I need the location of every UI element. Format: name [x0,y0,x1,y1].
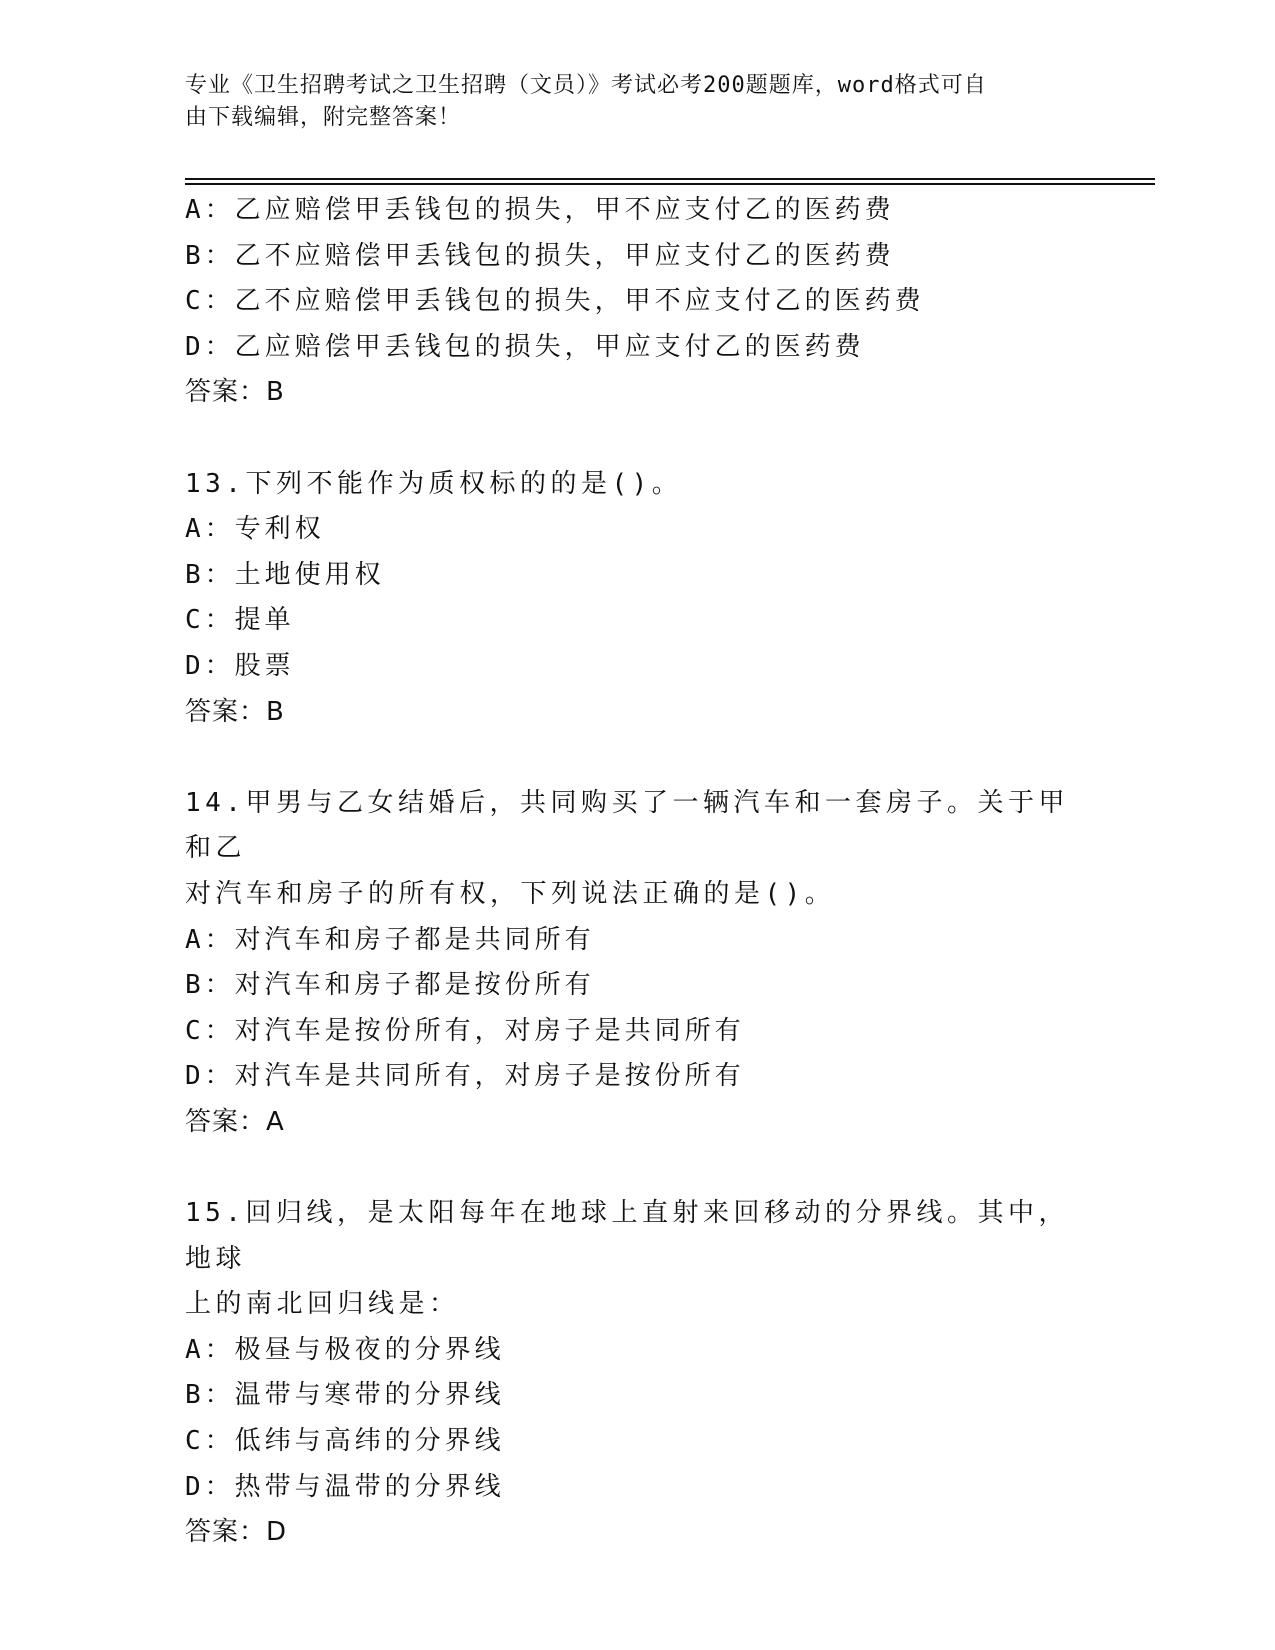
option-b: B：乙不应赔偿甲丢钱包的损失，甲应支付乙的医药费 [185,240,895,271]
option-b: B：土地使用权 [185,559,385,590]
option-a: A：乙应赔偿甲丢钱包的损失，甲不应支付乙的医药费 [185,195,895,225]
question-14 [185,781,1085,1146]
question-text: 13.下列不能作为质权标的的是()。 [185,468,683,499]
spacer [185,1145,1085,1191]
option-c: C：乙不应赔偿甲丢钱包的损失，甲不应支付乙的医药费 [185,286,925,317]
header-divider-bottom [185,183,1155,185]
answer: 答案：B [185,377,285,408]
question-list [185,188,1085,1556]
header-line-2: 由下载编辑，附完整答案！ [185,105,462,130]
header-line-1: 专业《卫生招聘考试之卫生招聘（文员）》考试必考200题题库，word格式可自 [185,73,987,98]
question-text-line-2: 上的南北回归线是： [185,1289,460,1320]
answer: 答案：B [185,696,285,727]
option-d: D：乙应赔偿甲丢钱包的损失，甲应支付乙的医药费 [185,331,865,362]
question-13 [185,462,1085,736]
option-b: B：对汽车和房子都是按份所有 [185,970,595,1001]
option-a: A：极昼与极夜的分界线 [185,1334,505,1365]
question-text-line-2: 对汽车和房子的所有权，下列说法正确的是()。 [185,878,836,909]
option-b: B：温带与寒带的分界线 [185,1380,505,1411]
option-c: C：低纬与高纬的分界线 [185,1426,505,1457]
option-d: D：热带与温带的分界线 [185,1471,505,1502]
option-d: D：对汽车是共同所有，对房子是按份所有 [185,1061,745,1092]
header-divider-top [185,178,1155,180]
option-c: C：提单 [185,605,295,636]
option-a: A：对汽车和房子都是共同所有 [185,924,595,955]
option-d: D：股票 [185,650,295,681]
question-text-line-1: 15.回归线，是太阳每年在地球上直射来回移动的分界线。其中，地球 [185,1198,1069,1274]
spacer [185,416,1085,462]
answer: 答案：D [185,1517,288,1548]
question-12-continued [185,188,1085,416]
answer: 答案：A [185,1106,285,1137]
option-a: A：专利权 [185,514,325,545]
question-text-line-1: 14.甲男与乙女结婚后，共同购买了一辆汽车和一套房子。关于甲和乙 [185,787,1069,864]
question-15 [185,1191,1085,1556]
option-c: C：对汽车是按份所有，对房子是共同所有 [185,1015,745,1046]
document-header [185,70,1085,134]
spacer [185,735,1085,781]
